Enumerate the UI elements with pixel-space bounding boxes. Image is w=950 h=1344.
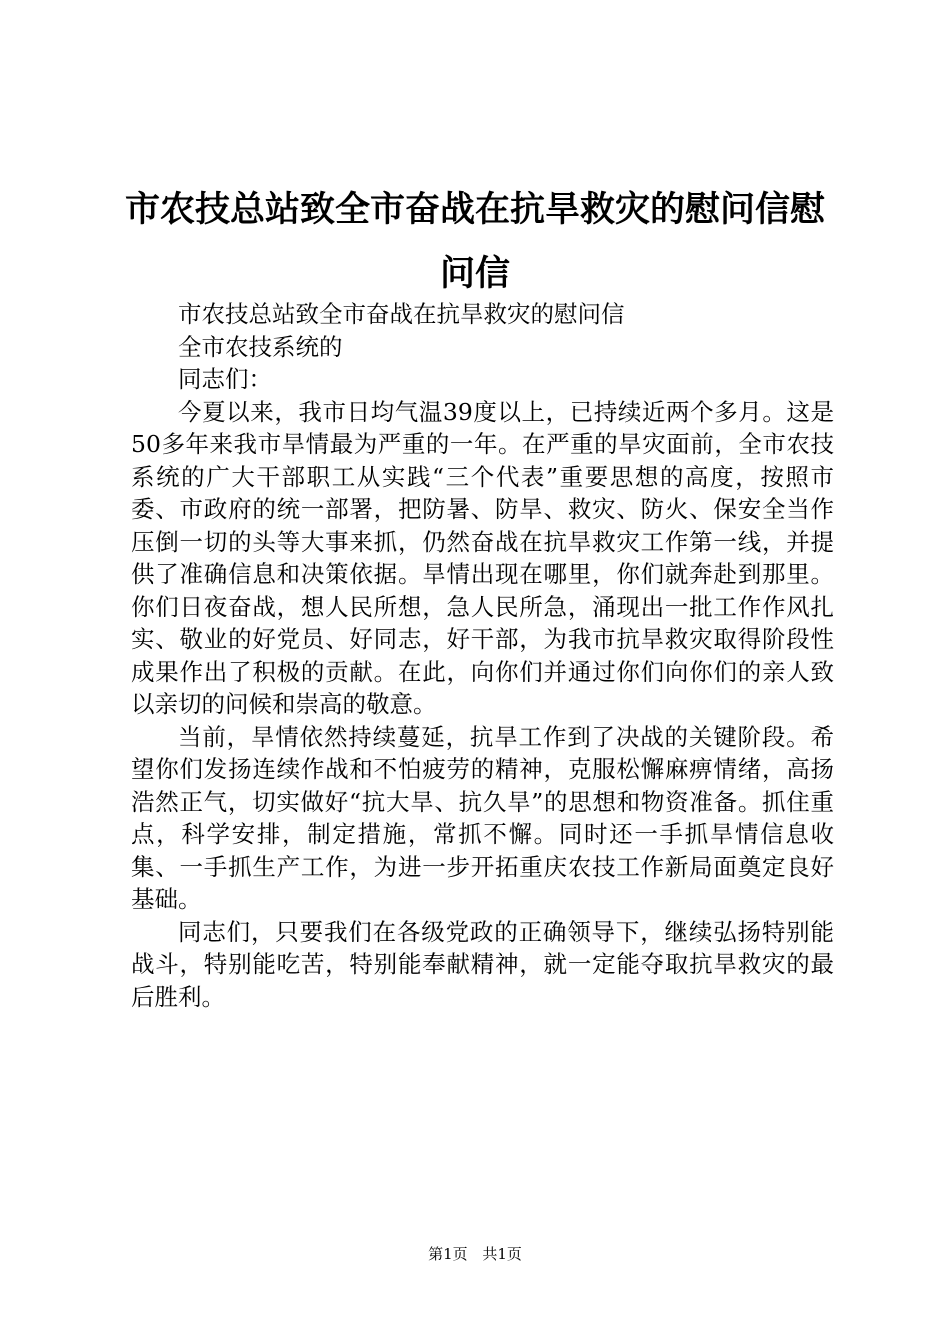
recipient-line: 全市农技系统的 [178, 332, 343, 361]
page-total: 共1页 [482, 1245, 522, 1263]
letter-heading: 市农技总站致全市奋战在抗旱救灾的慰问信 [178, 300, 625, 328]
document-title: 市农技总站致全市奋战在抗旱救灾的慰问信慰问信 [124, 190, 825, 294]
page-number: 第1页 [428, 1245, 468, 1263]
salutation: 同志们： [178, 365, 272, 393]
body-paragraph-3: 同志们，只要我们在各级党政的正确领导下，继续弘扬特别能战斗，特别能吃苦，特别能奉献精神，就一定能夺取抗旱救灾的最后胜利。 [131, 917, 834, 1011]
page-footer [0, 1244, 950, 1264]
document-body [131, 298, 834, 1013]
body-paragraph-2: 当前，旱情依然持续蔓延，抗旱工作到了决战的关键阶段。希望你们发扬连续作战和不怕疲劳的精神，克服松懈麻痹情绪，高扬浩然正气，切实做好“抗大旱、抗久旱”的思想和物资准备。抓住重点，科学安排，制定措施，常抓不懈。同时还一手抓旱情信息收集、一手抓生产工作，为进一步开拓重庆农技工作新局面奠定良好基础。 [131, 722, 834, 913]
body-paragraph-1: 今夏以来，我市日均气温39度以上，已持续近两个多月。这是50多年来我市旱情最为严重的一年。在严重的旱灾面前，全市农技系统的广大干部职工从实践“三个代表”重要思想的高度，按照市委、市政府的统一部署，把防暑、防旱、救灾、防火、保安全当作压倒一切的头等大事来抓，仍然奋战在抗旱救灾工作第一线，并提供了准确信息和决策依据。旱情出现在哪里，你们就奔赴到那里。你们日夜奋战，想人民所想，急人民所急，涌现出一批工作作风扎实、敬业的好党员、好同志，好干部，为我市抗旱救灾取得阶段性成果作出了积极的贡献。在此，向你们并通过你们向你们的亲人致以亲切的问候和崇高的敬意。 [131, 397, 834, 718]
